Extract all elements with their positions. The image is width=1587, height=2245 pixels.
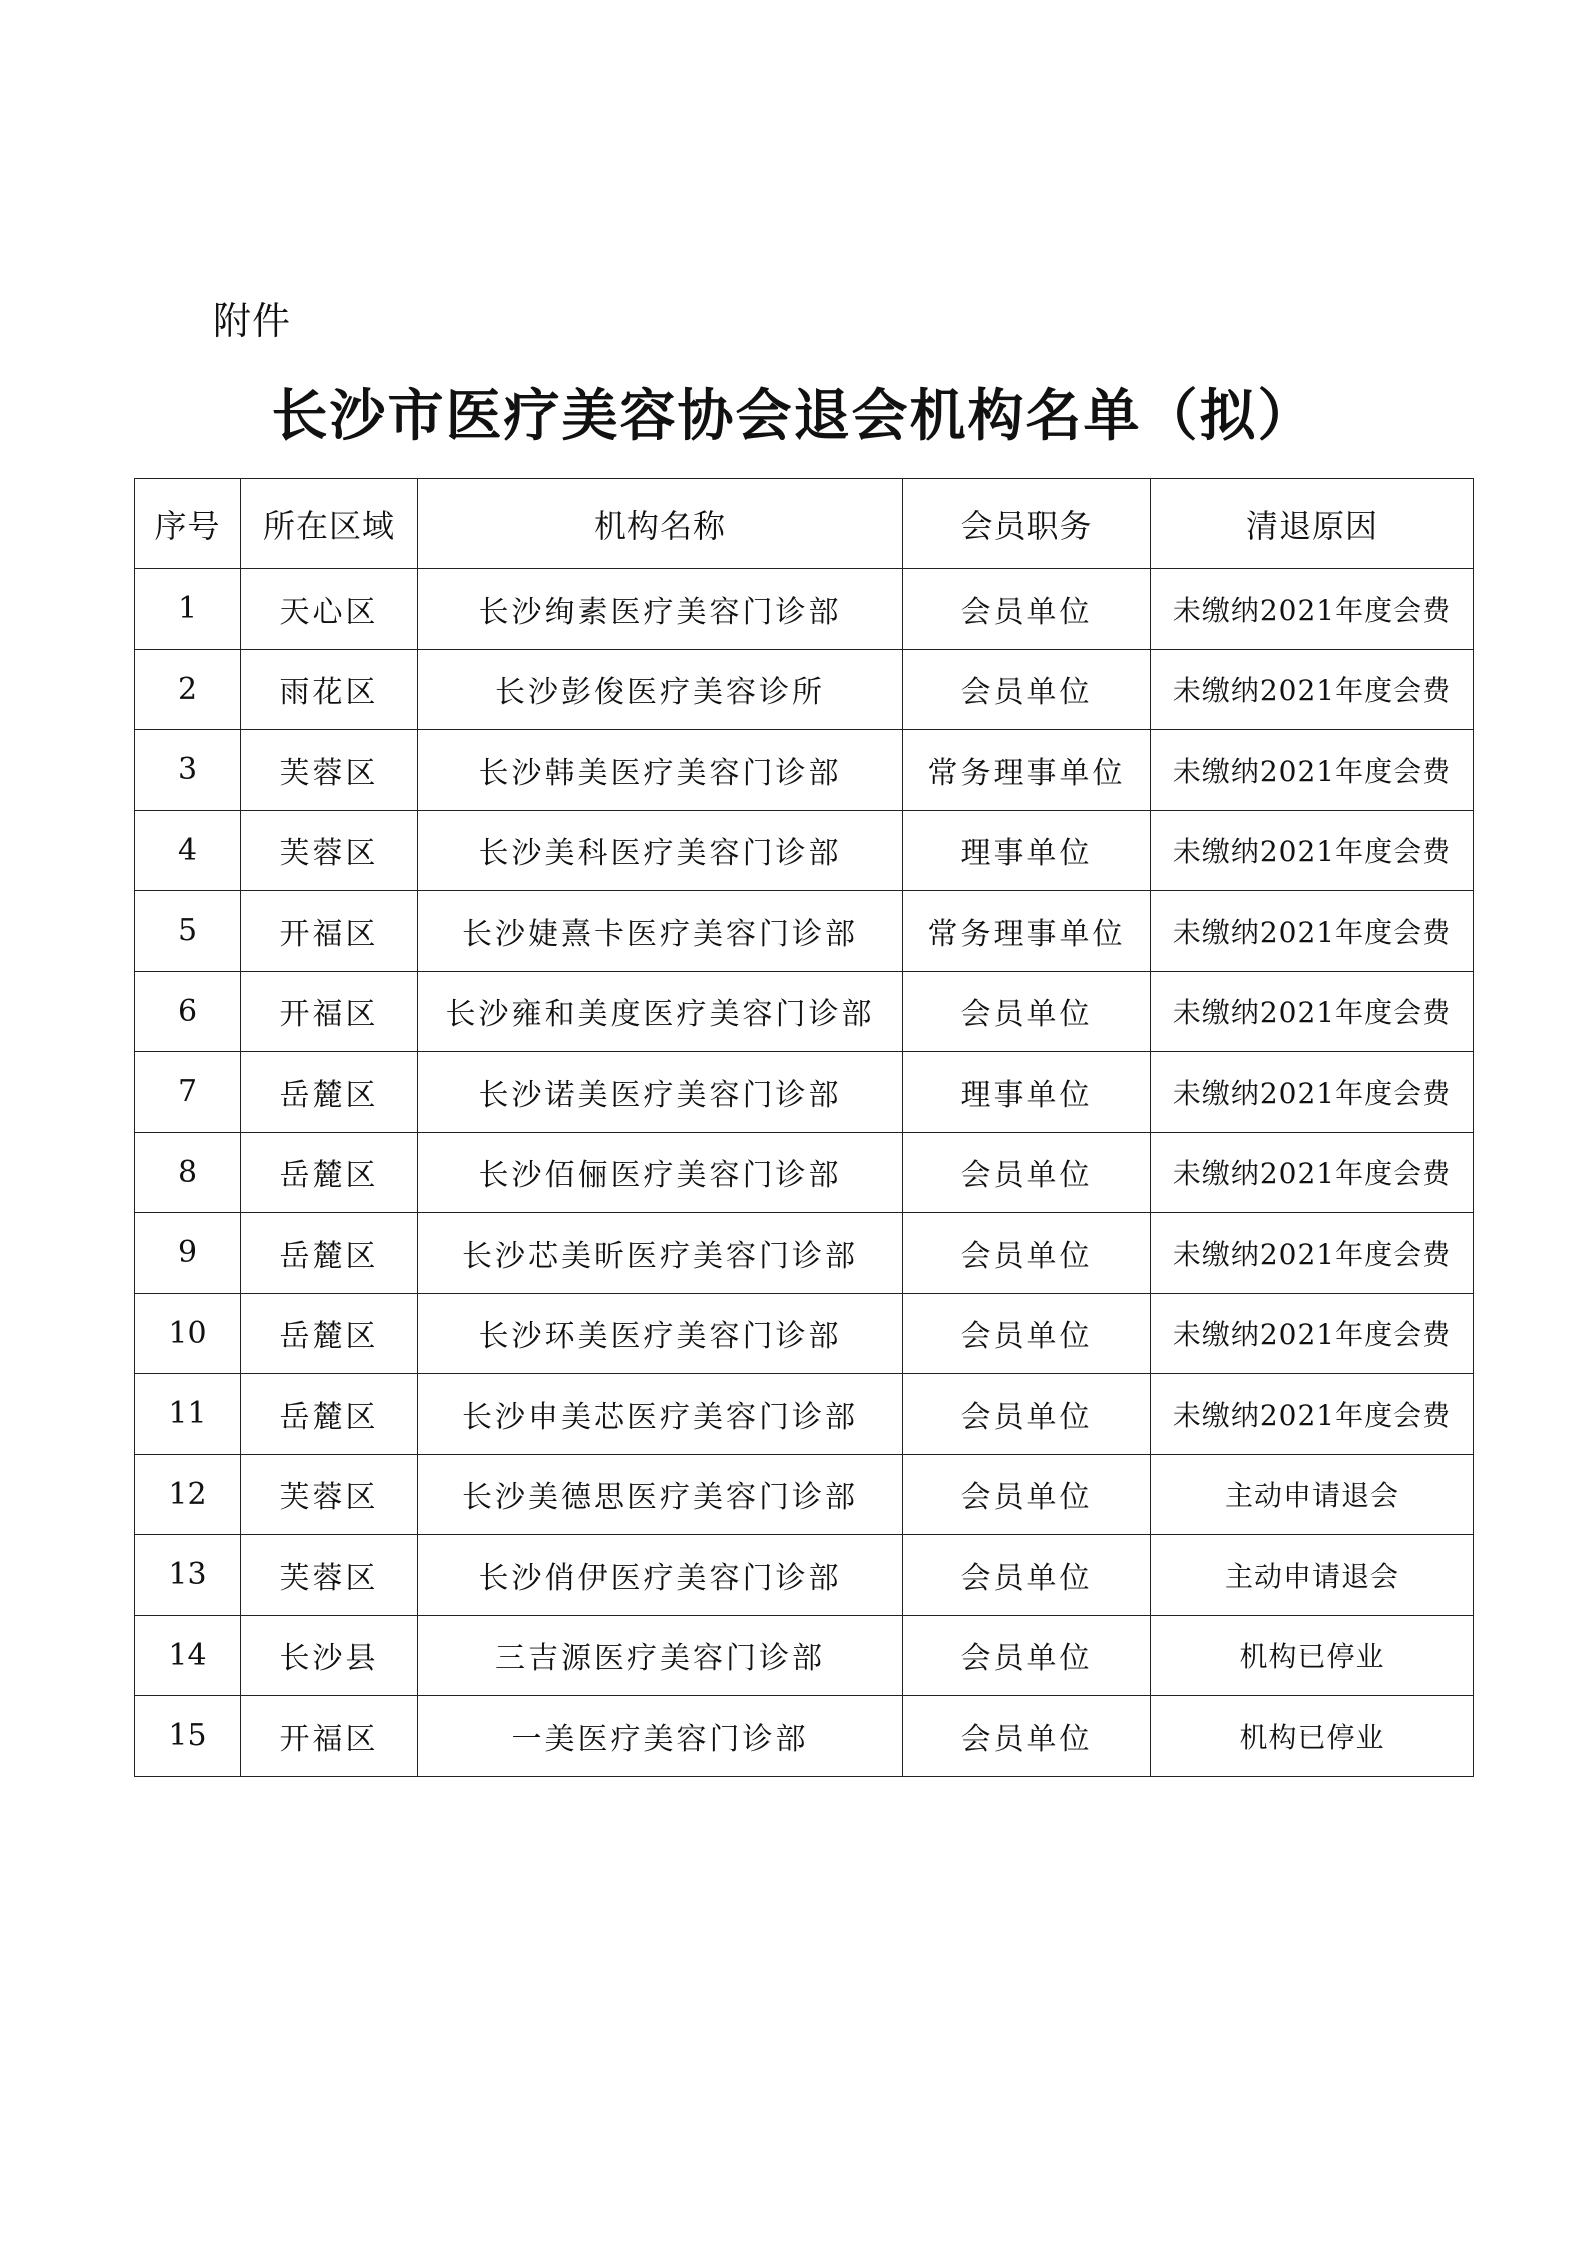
table-row [135, 1535, 1474, 1616]
header-no: 序号 [135, 479, 241, 569]
table-row [135, 891, 1474, 972]
cell-member-role: 会员单位 [903, 1132, 1151, 1213]
cell-no: 3 [135, 730, 241, 811]
cell-reason: 未缴纳2021年度会费 [1151, 1132, 1474, 1213]
cell-org-name: 长沙俏伊医疗美容门诊部 [418, 1535, 903, 1616]
cell-district: 岳麓区 [241, 1213, 418, 1294]
cell-no: 12 [135, 1454, 241, 1535]
table-row [135, 1454, 1474, 1535]
header-org-name: 机构名称 [418, 479, 903, 569]
cell-reason: 未缴纳2021年度会费 [1151, 1374, 1474, 1455]
cell-member-role: 会员单位 [903, 1696, 1151, 1777]
cell-org-name: 长沙申美芯医疗美容门诊部 [418, 1374, 903, 1455]
cell-reason: 主动申请退会 [1151, 1454, 1474, 1535]
cell-org-name: 长沙诺美医疗美容门诊部 [418, 1052, 903, 1133]
cell-reason: 未缴纳2021年度会费 [1151, 730, 1474, 811]
withdrawal-roster-table [134, 478, 1474, 1777]
cell-no: 10 [135, 1293, 241, 1374]
cell-reason: 未缴纳2021年度会费 [1151, 971, 1474, 1052]
table-row [135, 1696, 1474, 1777]
cell-member-role: 会员单位 [903, 1535, 1151, 1616]
cell-district: 开福区 [241, 1696, 418, 1777]
cell-no: 8 [135, 1132, 241, 1213]
header-district: 所在区域 [241, 479, 418, 569]
cell-no: 7 [135, 1052, 241, 1133]
table-header [135, 479, 1474, 569]
cell-district: 天心区 [241, 569, 418, 650]
cell-district: 长沙县 [241, 1615, 418, 1696]
cell-org-name: 长沙美德思医疗美容门诊部 [418, 1454, 903, 1535]
cell-district: 雨花区 [241, 649, 418, 730]
cell-reason: 机构已停业 [1151, 1696, 1474, 1777]
cell-district: 芙蓉区 [241, 730, 418, 811]
cell-reason: 机构已停业 [1151, 1615, 1474, 1696]
table-row [135, 971, 1474, 1052]
table-body [135, 569, 1474, 1777]
cell-district: 芙蓉区 [241, 1535, 418, 1616]
cell-district: 岳麓区 [241, 1374, 418, 1455]
cell-member-role: 会员单位 [903, 1213, 1151, 1294]
cell-member-role: 会员单位 [903, 971, 1151, 1052]
table-row [135, 1132, 1474, 1213]
table-row [135, 569, 1474, 650]
cell-reason: 未缴纳2021年度会费 [1151, 810, 1474, 891]
cell-no: 2 [135, 649, 241, 730]
cell-district: 岳麓区 [241, 1132, 418, 1213]
cell-member-role: 会员单位 [903, 1293, 1151, 1374]
cell-member-role: 理事单位 [903, 810, 1151, 891]
table-row [135, 649, 1474, 730]
cell-member-role: 会员单位 [903, 569, 1151, 650]
table-row [135, 1293, 1474, 1374]
cell-org-name: 长沙芯美昕医疗美容门诊部 [418, 1213, 903, 1294]
cell-district: 开福区 [241, 891, 418, 972]
cell-reason: 未缴纳2021年度会费 [1151, 1213, 1474, 1294]
cell-member-role: 会员单位 [903, 1615, 1151, 1696]
cell-district: 岳麓区 [241, 1293, 418, 1374]
cell-member-role: 常务理事单位 [903, 891, 1151, 972]
cell-district: 开福区 [241, 971, 418, 1052]
cell-org-name: 长沙婕熹卡医疗美容门诊部 [418, 891, 903, 972]
cell-org-name: 一美医疗美容门诊部 [418, 1696, 903, 1777]
cell-org-name: 长沙彭俊医疗美容诊所 [418, 649, 903, 730]
cell-member-role: 会员单位 [903, 649, 1151, 730]
table-row [135, 1213, 1474, 1294]
cell-member-role: 理事单位 [903, 1052, 1151, 1133]
cell-org-name: 长沙环美医疗美容门诊部 [418, 1293, 903, 1374]
header-member-role: 会员职务 [903, 479, 1151, 569]
cell-no: 6 [135, 971, 241, 1052]
table-row [135, 1615, 1474, 1696]
cell-no: 13 [135, 1535, 241, 1616]
cell-district: 芙蓉区 [241, 1454, 418, 1535]
cell-no: 15 [135, 1696, 241, 1777]
cell-district: 芙蓉区 [241, 810, 418, 891]
cell-member-role: 常务理事单位 [903, 730, 1151, 811]
cell-no: 11 [135, 1374, 241, 1455]
cell-reason: 未缴纳2021年度会费 [1151, 1293, 1474, 1374]
cell-no: 1 [135, 569, 241, 650]
cell-org-name: 长沙美科医疗美容门诊部 [418, 810, 903, 891]
table-row [135, 810, 1474, 891]
table-row [135, 1374, 1474, 1455]
header-reason: 清退原因 [1151, 479, 1474, 569]
attachment-label: 附件 [213, 299, 292, 343]
cell-org-name: 三吉源医疗美容门诊部 [418, 1615, 903, 1696]
cell-reason: 未缴纳2021年度会费 [1151, 891, 1474, 972]
cell-reason: 主动申请退会 [1151, 1535, 1474, 1616]
table-row [135, 730, 1474, 811]
cell-org-name: 长沙绚素医疗美容门诊部 [418, 569, 903, 650]
cell-no: 9 [135, 1213, 241, 1294]
cell-org-name: 长沙韩美医疗美容门诊部 [418, 730, 903, 811]
page-title: 长沙市医疗美容协会退会机构名单（拟） [271, 383, 1316, 449]
cell-no: 5 [135, 891, 241, 972]
table-row [135, 1052, 1474, 1133]
cell-no: 14 [135, 1615, 241, 1696]
cell-reason: 未缴纳2021年度会费 [1151, 569, 1474, 650]
cell-reason: 未缴纳2021年度会费 [1151, 649, 1474, 730]
cell-org-name: 长沙雍和美度医疗美容门诊部 [418, 971, 903, 1052]
cell-reason: 未缴纳2021年度会费 [1151, 1052, 1474, 1133]
cell-district: 岳麓区 [241, 1052, 418, 1133]
cell-member-role: 会员单位 [903, 1454, 1151, 1535]
cell-org-name: 长沙佰俪医疗美容门诊部 [418, 1132, 903, 1213]
cell-member-role: 会员单位 [903, 1374, 1151, 1455]
header-row [135, 479, 1474, 569]
cell-no: 4 [135, 810, 241, 891]
